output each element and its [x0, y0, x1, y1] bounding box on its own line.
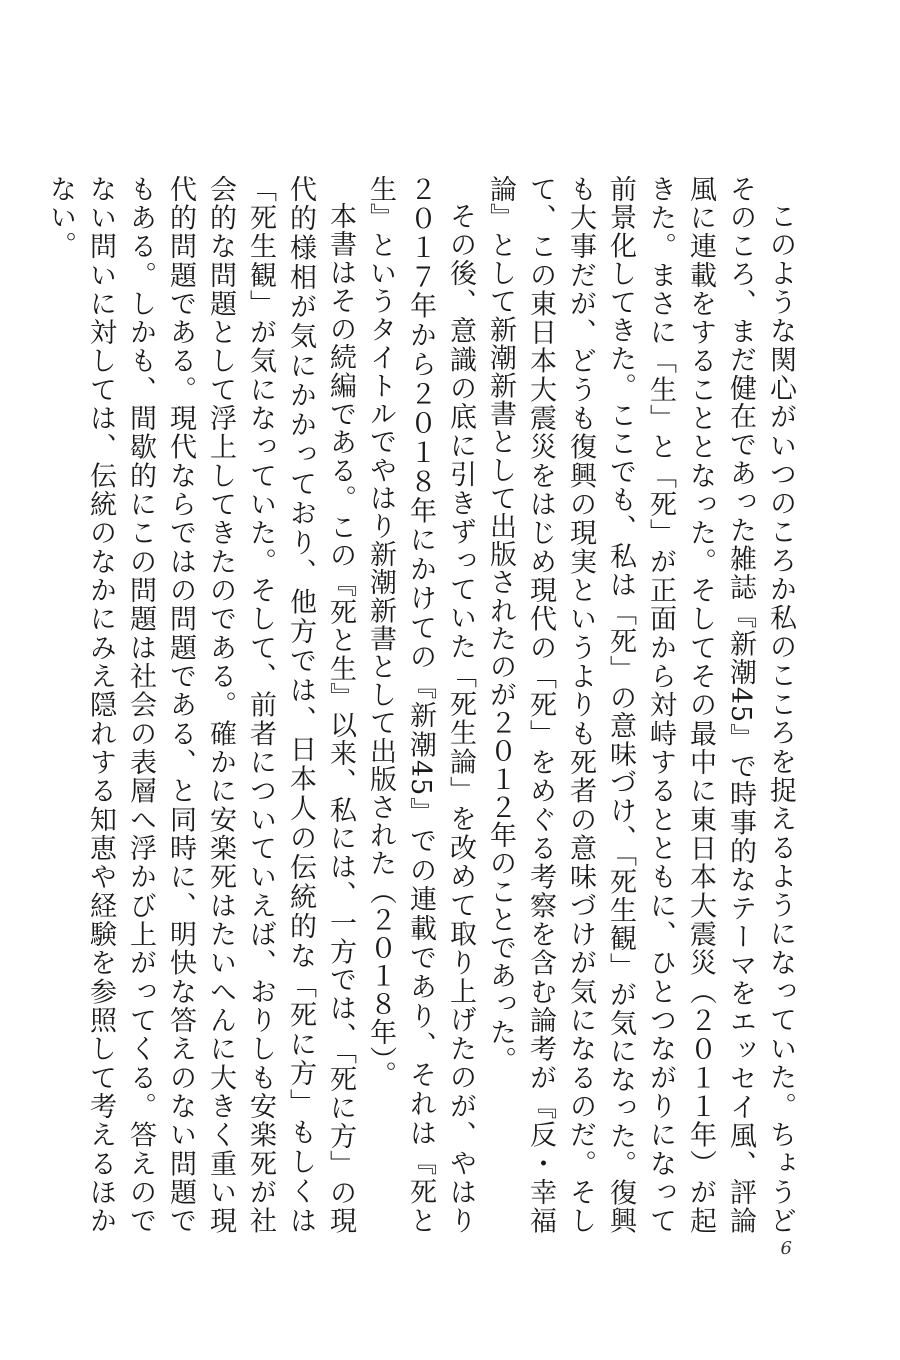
- paragraph-3: 本書はその続編である。この『死と生』以来、私には、一方では、「死に方」の現代的様相が気にかかっており、他方では、日本人の伝統的な「死に方」もしくは「死生観」が気になっていた。そして、前者についていえば、おりしも安楽死が社会的な問題として浮上してきたのである。確かに安楽死はたいへんに大きく重い現代的問題である。現代ならではの問題である、と同時に、明快な答えのない問題でもある。しかも、間歇的にこの問題は社会の表層へ浮かび上がってくる。答えのでない問いに対しては、伝統のなかにみえ隠れする知恵や経験を参照して考えるほかない。: [45, 175, 356, 1235]
- paragraph-1: このような関心がいつのころか私のこころを捉えるようになっていた。ちょうどそのころ、まだ健在であった雑誌『新潮45』で時事的なテーマをエッセイ風、評論風に連載をすることとなった。そしてその最中に東日本大震災（２０１１年）が起きた。まさに「生」と「死」が正面から対峙するとともに、ひとつながりになって前景化してきた。ここでも、私は「死」の意味づけ、「死生観」が気になった。復興も大事だが、どうも復興の現実というよりも死者の意味づけが気になるのだ。そして、この東日本大震災をはじめ現代の「死」をめぐる考察を含む論考が『反・幸福論』として新潮新書として出版されたのが２０１２年のことであった。: [485, 175, 796, 1235]
- paragraph-2: その後、意識の底に引きずっていた「死生論」を改めて取り上げたのが、やはり２０１７年から２０１８年にかけての『新潮45』での連載であり、それは『死と生』というタイトルでやはり新潮新書として出版された（２０１８年）。: [365, 175, 476, 1235]
- vertical-text-body: [45, 175, 800, 1235]
- page-number: 6: [780, 1238, 792, 1259]
